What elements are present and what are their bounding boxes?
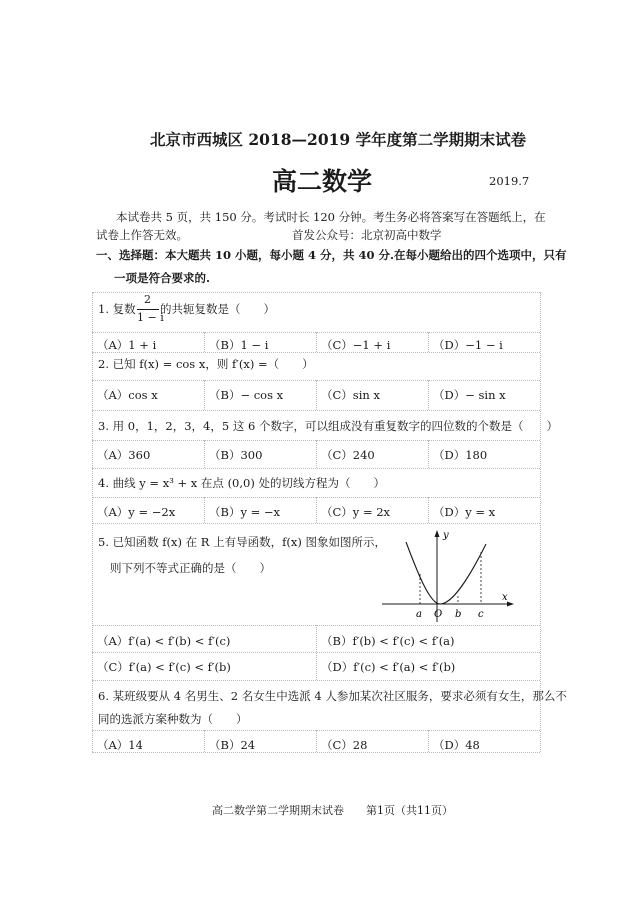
grid-line: [316, 730, 317, 752]
graph-label-c: c: [478, 609, 484, 620]
q5-option-a[interactable]: （A）f′(a) < f′(b) < f′(c): [97, 634, 231, 648]
q4-option-d[interactable]: （D）y = x: [433, 505, 496, 519]
graph-label-y: y: [443, 530, 449, 541]
question-3-stem: 3. 用 0，1，2，3，4，5 这 6 个数字，可以组成没有重复数字的四位数的个数是（ ）: [98, 419, 558, 433]
graph-label-origin: O: [434, 609, 443, 620]
grid-line: [428, 332, 429, 352]
q1-option-b[interactable]: （B）1 − i: [209, 338, 269, 352]
question-6-stem-line-2: 同的选派方案种数为（ ）: [98, 712, 248, 726]
grid-line: [204, 730, 205, 752]
grid-line: [92, 292, 540, 293]
grid-line: [204, 440, 205, 468]
grid-line: [428, 440, 429, 468]
instructions-line-1: 本试卷共 5 页，共 150 分。考试时长 120 分钟。考生务必将答案写在答题纸上，在: [116, 210, 546, 224]
q5-option-c[interactable]: （C）f′(a) < f′(c) < f′(b): [97, 660, 231, 674]
question-6-stem-line-1: 6. 某班级要从 4 名男生、2 名女生中选派 4 人参加某次社区服务，要求必须有女生，那么不: [98, 689, 567, 703]
grid-line: [428, 730, 429, 752]
grid-line: [316, 440, 317, 468]
question-1-stem-suffix: 的共轭复数是（ ）: [160, 302, 275, 316]
grid-line: [92, 523, 540, 524]
function-graph: [378, 526, 518, 626]
question-1-fraction-denominator: 1 − i: [137, 311, 164, 324]
q5-option-b[interactable]: （B）f′(b) < f′(c) < f′(a): [321, 634, 455, 648]
question-5-stem-line-2: 则下列不等式正确的是（ ）: [110, 561, 271, 575]
q6-option-a[interactable]: （A）14: [97, 738, 143, 752]
q2-option-d[interactable]: （D）− sin x: [433, 388, 506, 402]
q2-option-a[interactable]: （A）cos x: [97, 388, 158, 402]
q4-option-c[interactable]: （C）y = 2x: [321, 505, 391, 519]
grid-line: [428, 497, 429, 523]
q3-option-c[interactable]: （C）240: [321, 448, 375, 462]
grid-line: [92, 468, 540, 469]
q2-option-c[interactable]: （C）sin x: [321, 388, 380, 402]
q3-option-a[interactable]: （A）360: [97, 448, 151, 462]
subject-title: 高二数学: [272, 167, 373, 196]
q1-option-d[interactable]: （D）−1 − i: [433, 338, 503, 352]
exam-title: 北京市西城区 2018—2019 学年度第二学期期末试卷: [150, 130, 527, 149]
exam-date: 2019.7: [489, 174, 530, 188]
question-1-fraction-numerator: 2: [144, 293, 151, 306]
graph-label-b: b: [455, 609, 462, 620]
grid-line: [204, 332, 205, 352]
question-4-stem: 4. 曲线 y = x³ + x 在点 (0,0) 处的切线方程为（ ）: [98, 476, 385, 490]
grid-line: [316, 497, 317, 523]
q3-option-d[interactable]: （D）180: [433, 448, 488, 462]
instructions-line-2a: 试卷上作答无效。: [96, 228, 188, 242]
graph-label-x: x: [502, 592, 508, 603]
grid-line: [540, 292, 541, 752]
grid-line: [92, 680, 540, 681]
grid-line: [316, 332, 317, 352]
q5-option-d[interactable]: （D）f′(c) < f′(a) < f′(b): [321, 660, 456, 674]
grid-line: [316, 380, 317, 410]
graph-label-a: a: [416, 609, 422, 620]
grid-line: [428, 380, 429, 410]
q3-option-b[interactable]: （B）300: [209, 448, 263, 462]
grid-line: [92, 292, 93, 752]
q2-option-b[interactable]: （B）− cos x: [209, 388, 284, 402]
question-5-stem-line-1: 5. 已知函数 f(x) 在 R 上有导函数，f(x) 图象如图所示，: [98, 535, 386, 549]
q1-option-c[interactable]: （C）−1 + i: [321, 338, 391, 352]
instructions-line-2b: 首发公众号：北京初高中数学: [292, 228, 442, 242]
question-2-stem: 2. 已知 f(x) = cos x，则 f′(x) =（ ）: [98, 357, 314, 371]
q6-option-d[interactable]: （D）48: [433, 738, 480, 752]
grid-line: [204, 380, 205, 410]
grid-line: [316, 625, 317, 680]
q1-option-a[interactable]: （A）1 + i: [97, 338, 157, 352]
q6-option-b[interactable]: （B）24: [209, 738, 256, 752]
fraction-bar: [137, 309, 159, 310]
page-footer: 高二数学第二学期期末试卷 第1页（共11页）: [212, 804, 453, 817]
q4-option-a[interactable]: （A）y = −2x: [97, 505, 176, 519]
q4-option-b[interactable]: （B）y = −x: [209, 505, 281, 519]
grid-line: [92, 410, 540, 411]
q6-option-c[interactable]: （C）28: [321, 738, 368, 752]
question-1-stem-prefix: 1. 复数: [98, 302, 136, 316]
section-heading: 一、选择题：本大题共 10 小题，每小题 4 分，共 40 分.在每小题给出的四个选项中，只有: [96, 248, 567, 262]
section-heading-cont: 一项是符合要求的.: [114, 271, 211, 285]
grid-line: [204, 497, 205, 523]
